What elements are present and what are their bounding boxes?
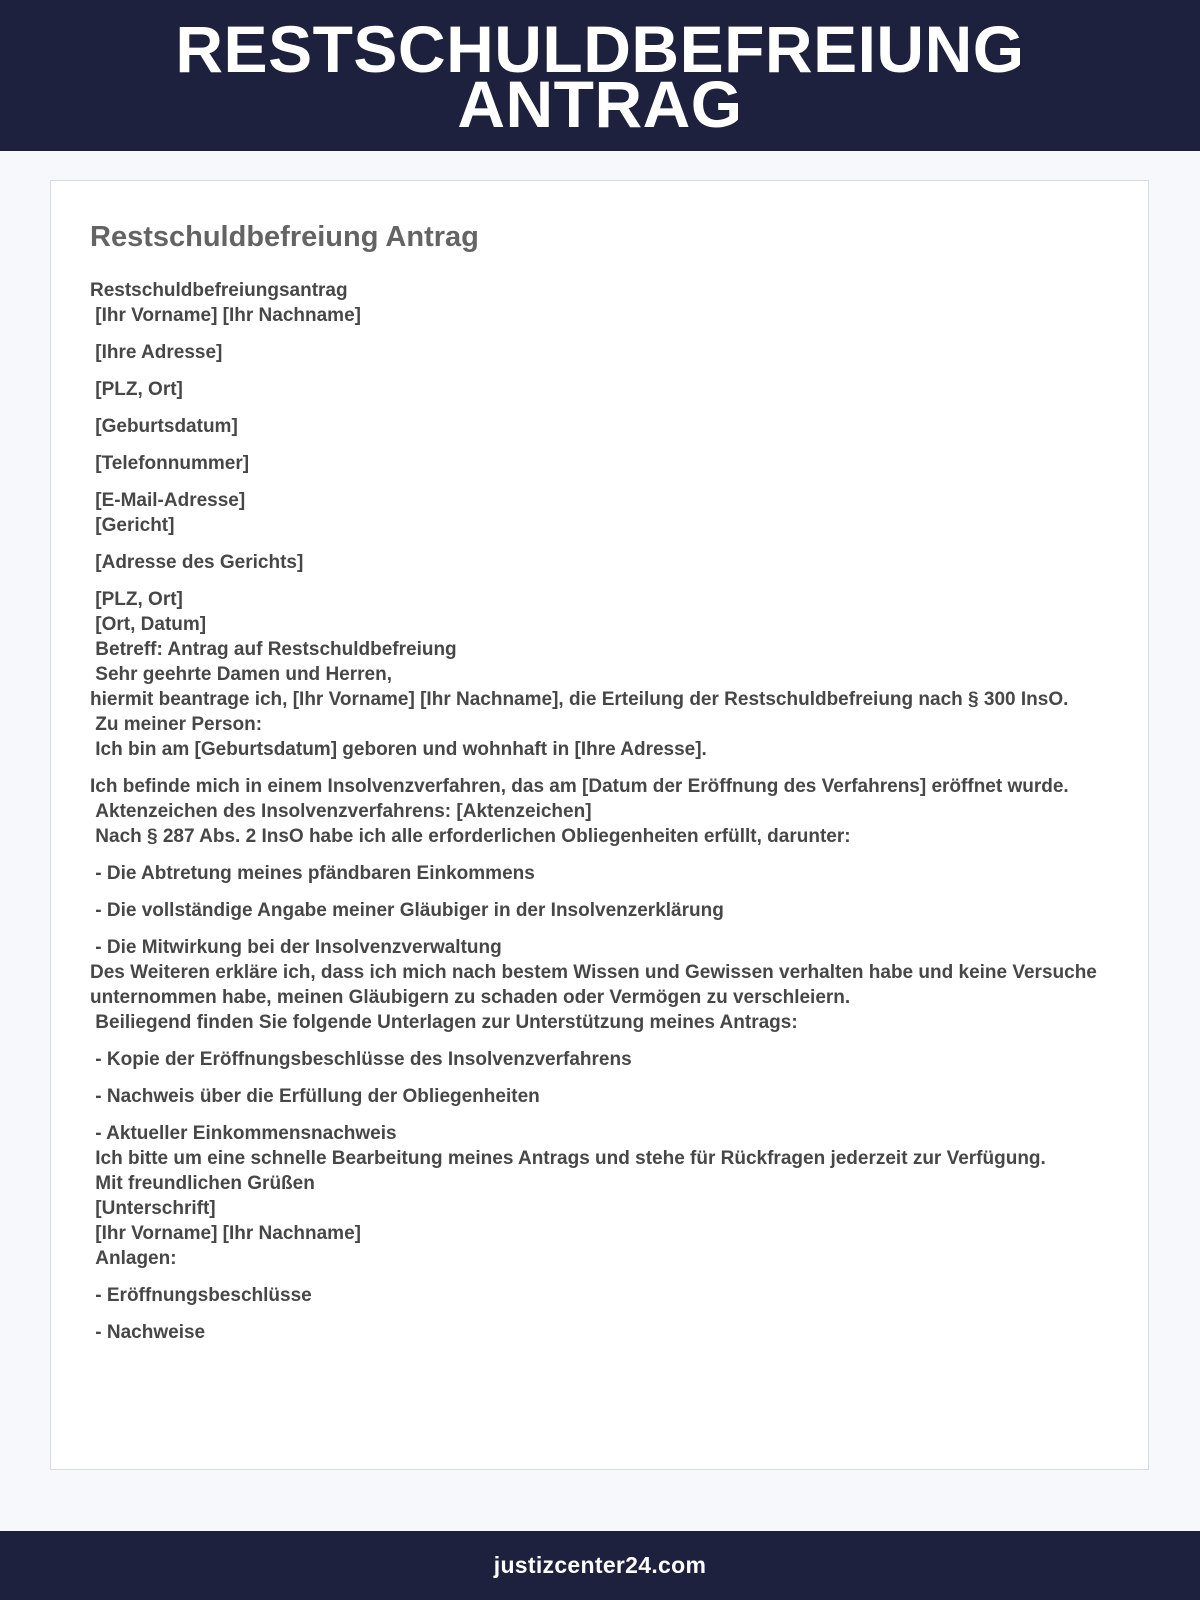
letter-line: - Die Mitwirkung bei der Insolvenzverwaltung [90,937,502,958]
letter-line: [Ort, Datum] [90,614,207,635]
letter-line: [E-Mail-Adresse] [90,490,246,511]
page-header [0,0,1200,151]
letter-line: [Telefonnummer] [90,453,250,474]
letter-line: Aktenzeichen des Insolvenzverfahrens: [Aktenzeichen] [90,801,592,822]
page-title: RESTSCHULDBEFREIUNG ANTRAG [175,11,1025,141]
letter-line: Ich befinde mich in einem Insolvenzverfahren, das am [Datum der Eröffnung des Verfahrens] eröffnet wurde. [90,776,1069,797]
letter-line: - Eröffnungsbeschlüsse [90,1285,312,1306]
letter-line: [Ihre Adresse] [90,342,223,363]
letter-line: - Aktueller Einkommensnachweis [90,1123,397,1144]
letter-line: Mit freundlichen Grüßen [90,1173,315,1194]
letter-line: [Adresse des Gerichts] [90,552,304,573]
letter-line: Anlagen: [90,1248,177,1269]
letter-line: Ich bin am [Geburtsdatum] geboren und wohnhaft in [Ihre Adresse]. [90,739,707,760]
letter-line: [Unterschrift] [90,1198,216,1219]
footer-site-link[interactable]: justizcenter24.com [493,1552,707,1578]
letter-line: Zu meiner Person: [90,714,263,735]
letter-line: - Nachweise [90,1322,206,1343]
letter-line: Ich bitte um eine schnelle Bearbeitung meines Antrags und stehe für Rückfragen jederzeit zur Verfügung. [90,1148,1046,1169]
letter-line: Des Weiteren erkläre ich, dass ich mich nach bestem Wissen und Gewissen verhalten habe und keine Versuche unternommen habe, meinen Gläubigern zu schaden oder Vermögen zu verschleiern. [90,962,1103,1008]
letter-line: Nach § 287 Abs. 2 InsO habe ich alle erforderlichen Obliegenheiten erfüllt, darunter: [90,826,851,847]
letter-line: Betreff: Antrag auf Restschuldbefreiung [90,639,457,660]
letter-line: Sehr geehrte Damen und Herren, [90,664,392,685]
letter-line: [Ihr Vorname] [Ihr Nachname] [90,1223,361,1244]
letter-line: - Die Abtretung meines pfändbaren Einkommens [90,863,535,884]
page-footer [0,1531,1200,1600]
letter-line: [Geburtsdatum] [90,416,238,437]
letter-line: [PLZ, Ort] [90,589,183,610]
letter-line: Restschuldbefreiungsantrag [90,280,348,301]
document-title: Restschuldbefreiung Antrag [90,221,479,253]
letter-line: [Gericht] [90,515,175,536]
letter-line: Beiliegend finden Sie folgende Unterlagen zur Unterstützung meines Antrags: [90,1012,798,1033]
letter-body [90,278,1120,1345]
letter-line: [Ihr Vorname] [Ihr Nachname] [90,305,361,326]
letter-line: - Kopie der Eröffnungsbeschlüsse des Insolvenzverfahrens [90,1049,632,1070]
letter-line: - Die vollständige Angabe meiner Gläubiger in der Insolvenzerklärung [90,900,724,921]
letter-line: [PLZ, Ort] [90,379,183,400]
letter-line: - Nachweis über die Erfüllung der Obliegenheiten [90,1086,540,1107]
letter-line: hiermit beantrage ich, [Ihr Vorname] [Ihr Nachname], die Erteilung der Restschuldbefreiung nach § 300 InsO. [90,689,1069,710]
document-card [50,180,1149,1470]
